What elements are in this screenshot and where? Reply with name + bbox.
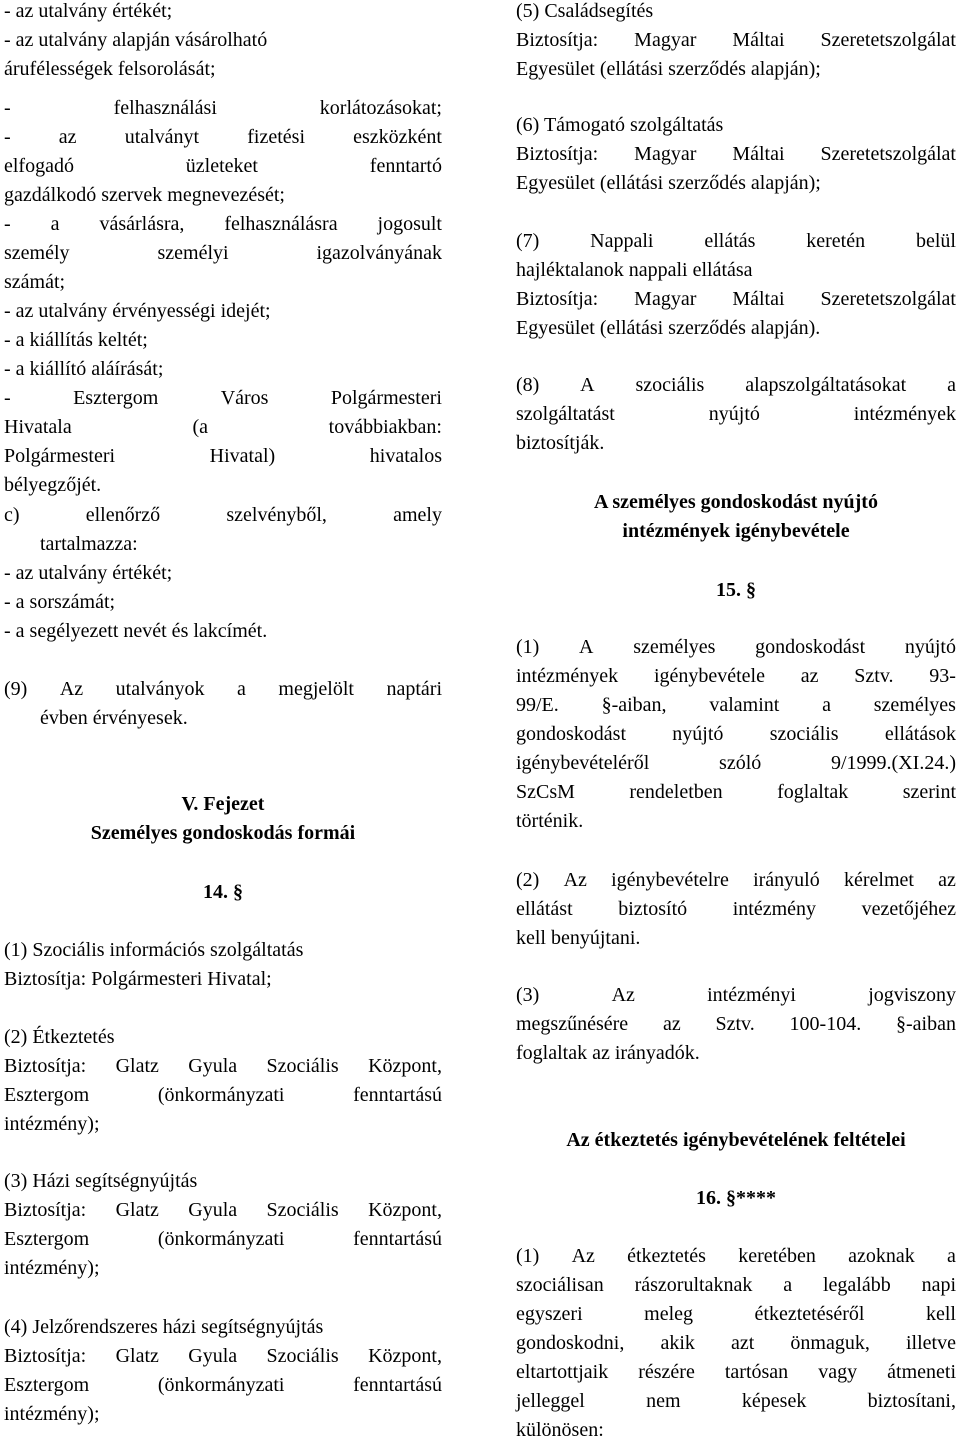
service-heading: (4) Jelzőrendszeres házi segítségnyújtás: [4, 1316, 324, 1338]
service-line: [4, 1225, 442, 1254]
section-title: intézmények igénybevétele: [622, 520, 850, 542]
word: (önkormányzati: [157, 1228, 285, 1250]
word: személyi: [157, 242, 229, 264]
word: 93-: [929, 665, 956, 687]
word: Esztergom: [4, 1084, 90, 1106]
word: intézmény: [732, 898, 817, 920]
paragraph-line: [516, 691, 956, 720]
list-item: - a sorszámát;: [4, 591, 116, 613]
word: meleg: [644, 1303, 694, 1325]
word: gondoskodást: [755, 636, 866, 658]
word: intézményi: [707, 984, 796, 1006]
paragraph-line: [516, 662, 956, 691]
word: Biztosítja:: [516, 29, 599, 51]
word: kell: [926, 1303, 956, 1325]
chapter-title: Személyes gondoskodás formái: [90, 822, 356, 844]
word: irányuló: [753, 869, 820, 891]
word: naptári: [386, 678, 442, 700]
service-heading: (3) Házi segítségnyújtás: [4, 1170, 198, 1192]
word: korlátozásokat;: [319, 97, 442, 119]
word: jogviszony: [868, 984, 956, 1006]
word: alapszolgáltatásokat: [745, 374, 907, 396]
word: (1): [516, 1245, 540, 1267]
word: Szeretetszolgálat: [820, 29, 956, 51]
word: eszközként: [353, 126, 442, 148]
word: a: [50, 213, 60, 235]
word: Hivatala: [4, 416, 72, 438]
section-heading: 14. §: [203, 881, 243, 903]
word: egyszeri: [516, 1303, 583, 1325]
word: eltartottjaik: [516, 1361, 609, 1383]
paragraph-line: [516, 749, 956, 778]
paragraph-line: [516, 1387, 956, 1416]
word: 99/E.: [516, 694, 559, 716]
word: hivatalos: [369, 445, 442, 467]
paragraph-line: [516, 778, 956, 807]
word: azt: [731, 1332, 755, 1354]
service-line: [516, 26, 956, 55]
word: üzleteket: [185, 155, 258, 177]
word: Központ,: [368, 1055, 442, 1077]
word: igénybevételéről: [516, 752, 650, 774]
word: igénybevételre: [611, 869, 729, 891]
word: ellátást: [516, 898, 573, 920]
service-line: [4, 1371, 442, 1400]
list-item: [4, 442, 442, 471]
list-item: - az utalvány alapján vásárolható: [4, 29, 268, 51]
paragraph-line: [516, 895, 956, 924]
word: Szociális: [266, 1199, 339, 1221]
word: a: [822, 694, 831, 716]
paragraph-line: [516, 720, 956, 749]
word: (1): [516, 636, 540, 658]
word: Város: [220, 387, 269, 409]
service-line: biztosítják.: [516, 432, 605, 454]
chapter-number: V. Fejezet: [181, 793, 265, 815]
list-item: - az utalvány érvényességi idejét;: [4, 300, 271, 322]
word: nyújtó: [904, 636, 956, 658]
word: Biztosítja:: [4, 1345, 87, 1367]
list-item: - az utalvány értékét;: [4, 562, 173, 584]
word: szociális: [635, 374, 705, 396]
word: utalványok: [115, 678, 205, 700]
word: foglaltak: [777, 781, 849, 803]
word: 9/1999.(XI.24.): [831, 752, 956, 774]
service-line: Egyesület (ellátási szerződés alapján).: [516, 317, 821, 339]
word: SzCsM: [516, 781, 575, 803]
word: 100-104.: [789, 1013, 862, 1035]
word: szóló: [719, 752, 762, 774]
service-line: intézmény);: [4, 1113, 100, 1135]
word: Glatz: [115, 1199, 159, 1221]
service-line: hajléktalanok nappali ellátása: [516, 259, 753, 281]
service-line: [4, 1342, 442, 1371]
list-item: bélyegzőjét.: [4, 474, 102, 496]
word: nem: [646, 1390, 681, 1412]
word: -: [4, 126, 11, 148]
word: Máltai: [732, 29, 785, 51]
word: nyújtó: [672, 723, 724, 745]
word: továbbiakban:: [328, 416, 442, 438]
service-line: [516, 400, 956, 429]
paragraph-line: [516, 633, 956, 662]
word: A: [580, 374, 595, 396]
word: Központ,: [368, 1345, 442, 1367]
section-title: A személyes gondoskodást nyújtó: [594, 491, 878, 513]
word: Biztosítja:: [516, 288, 599, 310]
word: Esztergom: [73, 387, 159, 409]
list-item: - a kiállító aláírását;: [4, 358, 164, 380]
word: (9): [4, 678, 28, 700]
paragraph-line: [516, 1329, 956, 1358]
subpoint-line: tartalmazza:: [40, 533, 138, 555]
paragraph-line: évben érvényesek.: [40, 707, 188, 729]
word: Glatz: [115, 1345, 159, 1367]
word: -: [4, 213, 11, 235]
word: személy: [4, 242, 70, 264]
list-item: árufélességek felsorolását;: [4, 58, 216, 80]
word: szociális: [769, 723, 839, 745]
word: azoknak: [848, 1245, 915, 1267]
word: -: [4, 97, 11, 119]
word: Gyula: [188, 1345, 238, 1367]
word: (8): [516, 374, 540, 396]
paragraph-line: [516, 1271, 956, 1300]
word: Magyar: [634, 29, 697, 51]
word: megjelölt: [278, 678, 354, 700]
word: Biztosítja:: [4, 1055, 87, 1077]
service-line: [516, 140, 956, 169]
word: Biztosítja:: [516, 143, 599, 165]
list-item: [4, 123, 442, 152]
word: gondoskodást: [516, 723, 626, 745]
word: Magyar: [634, 143, 697, 165]
word: Szociális: [266, 1055, 339, 1077]
word: felhasználásra: [224, 213, 338, 235]
word: nyújtó: [708, 403, 760, 425]
word: A: [579, 636, 594, 658]
word: ellenőrző: [85, 504, 161, 526]
word: szelvényből,: [226, 504, 327, 526]
word: (7): [516, 230, 540, 252]
word: utalványt: [124, 126, 200, 148]
word: Gyula: [188, 1199, 238, 1221]
word: Biztosítja:: [4, 1199, 87, 1221]
subpoint-line: [4, 501, 442, 530]
paragraph-line: foglaltak az irányadók.: [516, 1042, 700, 1064]
word: (3): [516, 984, 540, 1006]
word: Magyar: [634, 288, 697, 310]
paragraph-line: [516, 1242, 956, 1271]
section-title: Az étkeztetés igénybevételének feltételei: [566, 1129, 906, 1151]
section-heading: 16. §****: [696, 1187, 776, 1209]
word: ellátás: [704, 230, 756, 252]
word: önmaguk,: [790, 1332, 870, 1354]
word: ellátások: [884, 723, 956, 745]
word: részére: [638, 1361, 695, 1383]
word: szolgáltatást: [516, 403, 615, 425]
word: §-aiban: [896, 1013, 956, 1035]
paragraph-line: [516, 981, 956, 1010]
word: szociálisan: [516, 1274, 604, 1296]
list-item: [4, 152, 442, 181]
service-line: Egyesület (ellátási szerződés alapján);: [516, 58, 821, 80]
paragraph-line: [4, 675, 442, 704]
word: felhasználási: [113, 97, 217, 119]
word: a: [783, 1274, 793, 1296]
service-line: [4, 1052, 442, 1081]
word: keretében: [738, 1245, 816, 1267]
service-line: intézmény);: [4, 1257, 100, 1279]
word: igénybevétele: [653, 665, 765, 687]
word: (önkormányzati: [157, 1374, 285, 1396]
word: illetve: [905, 1332, 956, 1354]
list-item: [4, 210, 442, 239]
word: c): [4, 504, 20, 526]
word: fenntartású: [353, 1374, 442, 1396]
word: vásárlásra,: [99, 213, 185, 235]
word: Sztv.: [854, 665, 894, 687]
word: Polgármesteri: [330, 387, 442, 409]
word: a: [947, 1245, 956, 1267]
service-line: Egyesület (ellátási szerződés alapján);: [516, 172, 821, 194]
word: valamint: [709, 694, 780, 716]
word: az: [800, 665, 819, 687]
word: Glatz: [115, 1055, 159, 1077]
word: intézmények: [516, 665, 619, 687]
word: Szeretetszolgálat: [820, 288, 956, 310]
service-line: (5) Családsegítés: [516, 0, 654, 22]
word: Máltai: [732, 143, 785, 165]
word: legalább: [822, 1274, 891, 1296]
word: Máltai: [732, 288, 785, 310]
word: fizetési: [247, 126, 305, 148]
word: (2): [516, 869, 540, 891]
paragraph-line: történik.: [516, 810, 584, 832]
list-item: - a segélyezett nevét és lakcímét.: [4, 620, 268, 642]
list-item: - az utalvány értékét;: [4, 0, 173, 22]
word: Szociális: [266, 1345, 339, 1367]
word: (a: [192, 416, 208, 438]
word: vezetőjéhez: [861, 898, 956, 920]
word: Polgármesteri: [4, 445, 116, 467]
list-item: - a kiállítás keltét;: [4, 329, 148, 351]
word: Szeretetszolgálat: [820, 143, 956, 165]
word: kérelmet: [843, 869, 914, 891]
paragraph-line: [516, 1010, 956, 1039]
word: az: [662, 1013, 681, 1035]
word: személyes: [873, 694, 956, 716]
word: Nappali: [590, 230, 654, 252]
word: rászorultaknak: [634, 1274, 753, 1296]
word: intézmények: [853, 403, 956, 425]
word: §-aiban,: [601, 694, 667, 716]
word: jelleggel: [516, 1390, 585, 1412]
word: szerint: [902, 781, 956, 803]
service-line: [516, 371, 956, 400]
word: Az: [59, 678, 84, 700]
word: keretén: [806, 230, 866, 252]
paragraph-line: kell benyújtani.: [516, 927, 641, 949]
word: biztosító: [618, 898, 688, 920]
word: Esztergom: [4, 1228, 90, 1250]
section-heading: 15. §: [716, 579, 756, 601]
word: amely: [393, 504, 442, 526]
word: (önkormányzati: [157, 1084, 285, 1106]
word: a: [947, 374, 956, 396]
list-item: [4, 384, 442, 413]
service-heading: (2) Étkeztetés: [4, 1026, 115, 1048]
word: az: [58, 126, 77, 148]
service-line: intézmény);: [4, 1403, 100, 1425]
list-item: [4, 413, 442, 442]
word: belül: [915, 230, 956, 252]
word: étkeztetés: [627, 1245, 706, 1267]
service-line: (6) Támogató szolgáltatás: [516, 114, 724, 136]
word: fenntartó: [369, 155, 442, 177]
service-line: Biztosítja: Polgármesteri Hivatal;: [4, 968, 272, 990]
word: Esztergom: [4, 1374, 90, 1396]
word: személyes: [633, 636, 716, 658]
word: Az: [611, 984, 635, 1006]
word: gondoskodni,: [516, 1332, 625, 1354]
word: rendeletben: [629, 781, 723, 803]
word: megszűnésére: [516, 1013, 629, 1035]
service-line: [516, 285, 956, 314]
word: akik: [660, 1332, 695, 1354]
word: Sztv.: [715, 1013, 755, 1035]
service-line: [516, 227, 956, 256]
list-item: gazdálkodó szervek megnevezését;: [4, 184, 285, 206]
paragraph-line: [516, 1300, 956, 1329]
word: Az: [571, 1245, 595, 1267]
word: igazolványának: [316, 242, 442, 264]
word: Az: [563, 869, 587, 891]
word: vagy: [818, 1361, 858, 1383]
word: napi: [921, 1274, 956, 1296]
list-item: [4, 239, 442, 268]
word: átmeneti: [887, 1361, 956, 1383]
service-heading: (1) Szociális információs szolgáltatás: [4, 939, 304, 961]
list-item: számát;: [4, 271, 66, 293]
paragraph-line: különösen:: [516, 1419, 604, 1441]
word: tartósan: [724, 1361, 789, 1383]
service-line: [4, 1081, 442, 1110]
service-line: [4, 1196, 442, 1225]
paragraph-line: [516, 1358, 956, 1387]
word: fenntartású: [353, 1084, 442, 1106]
word: elfogadó: [4, 155, 74, 177]
list-item: [4, 94, 442, 123]
word: Gyula: [188, 1055, 238, 1077]
word: az: [938, 869, 956, 891]
word: Központ,: [368, 1199, 442, 1221]
word: biztosítani,: [867, 1390, 956, 1412]
word: étkeztetéséről: [754, 1303, 865, 1325]
word: fenntartású: [353, 1228, 442, 1250]
paragraph-line: [516, 866, 956, 895]
word: Hivatal): [209, 445, 276, 467]
word: -: [4, 387, 11, 409]
word: jogosult: [377, 213, 442, 235]
word: a: [237, 678, 246, 700]
word: képesek: [741, 1390, 807, 1412]
